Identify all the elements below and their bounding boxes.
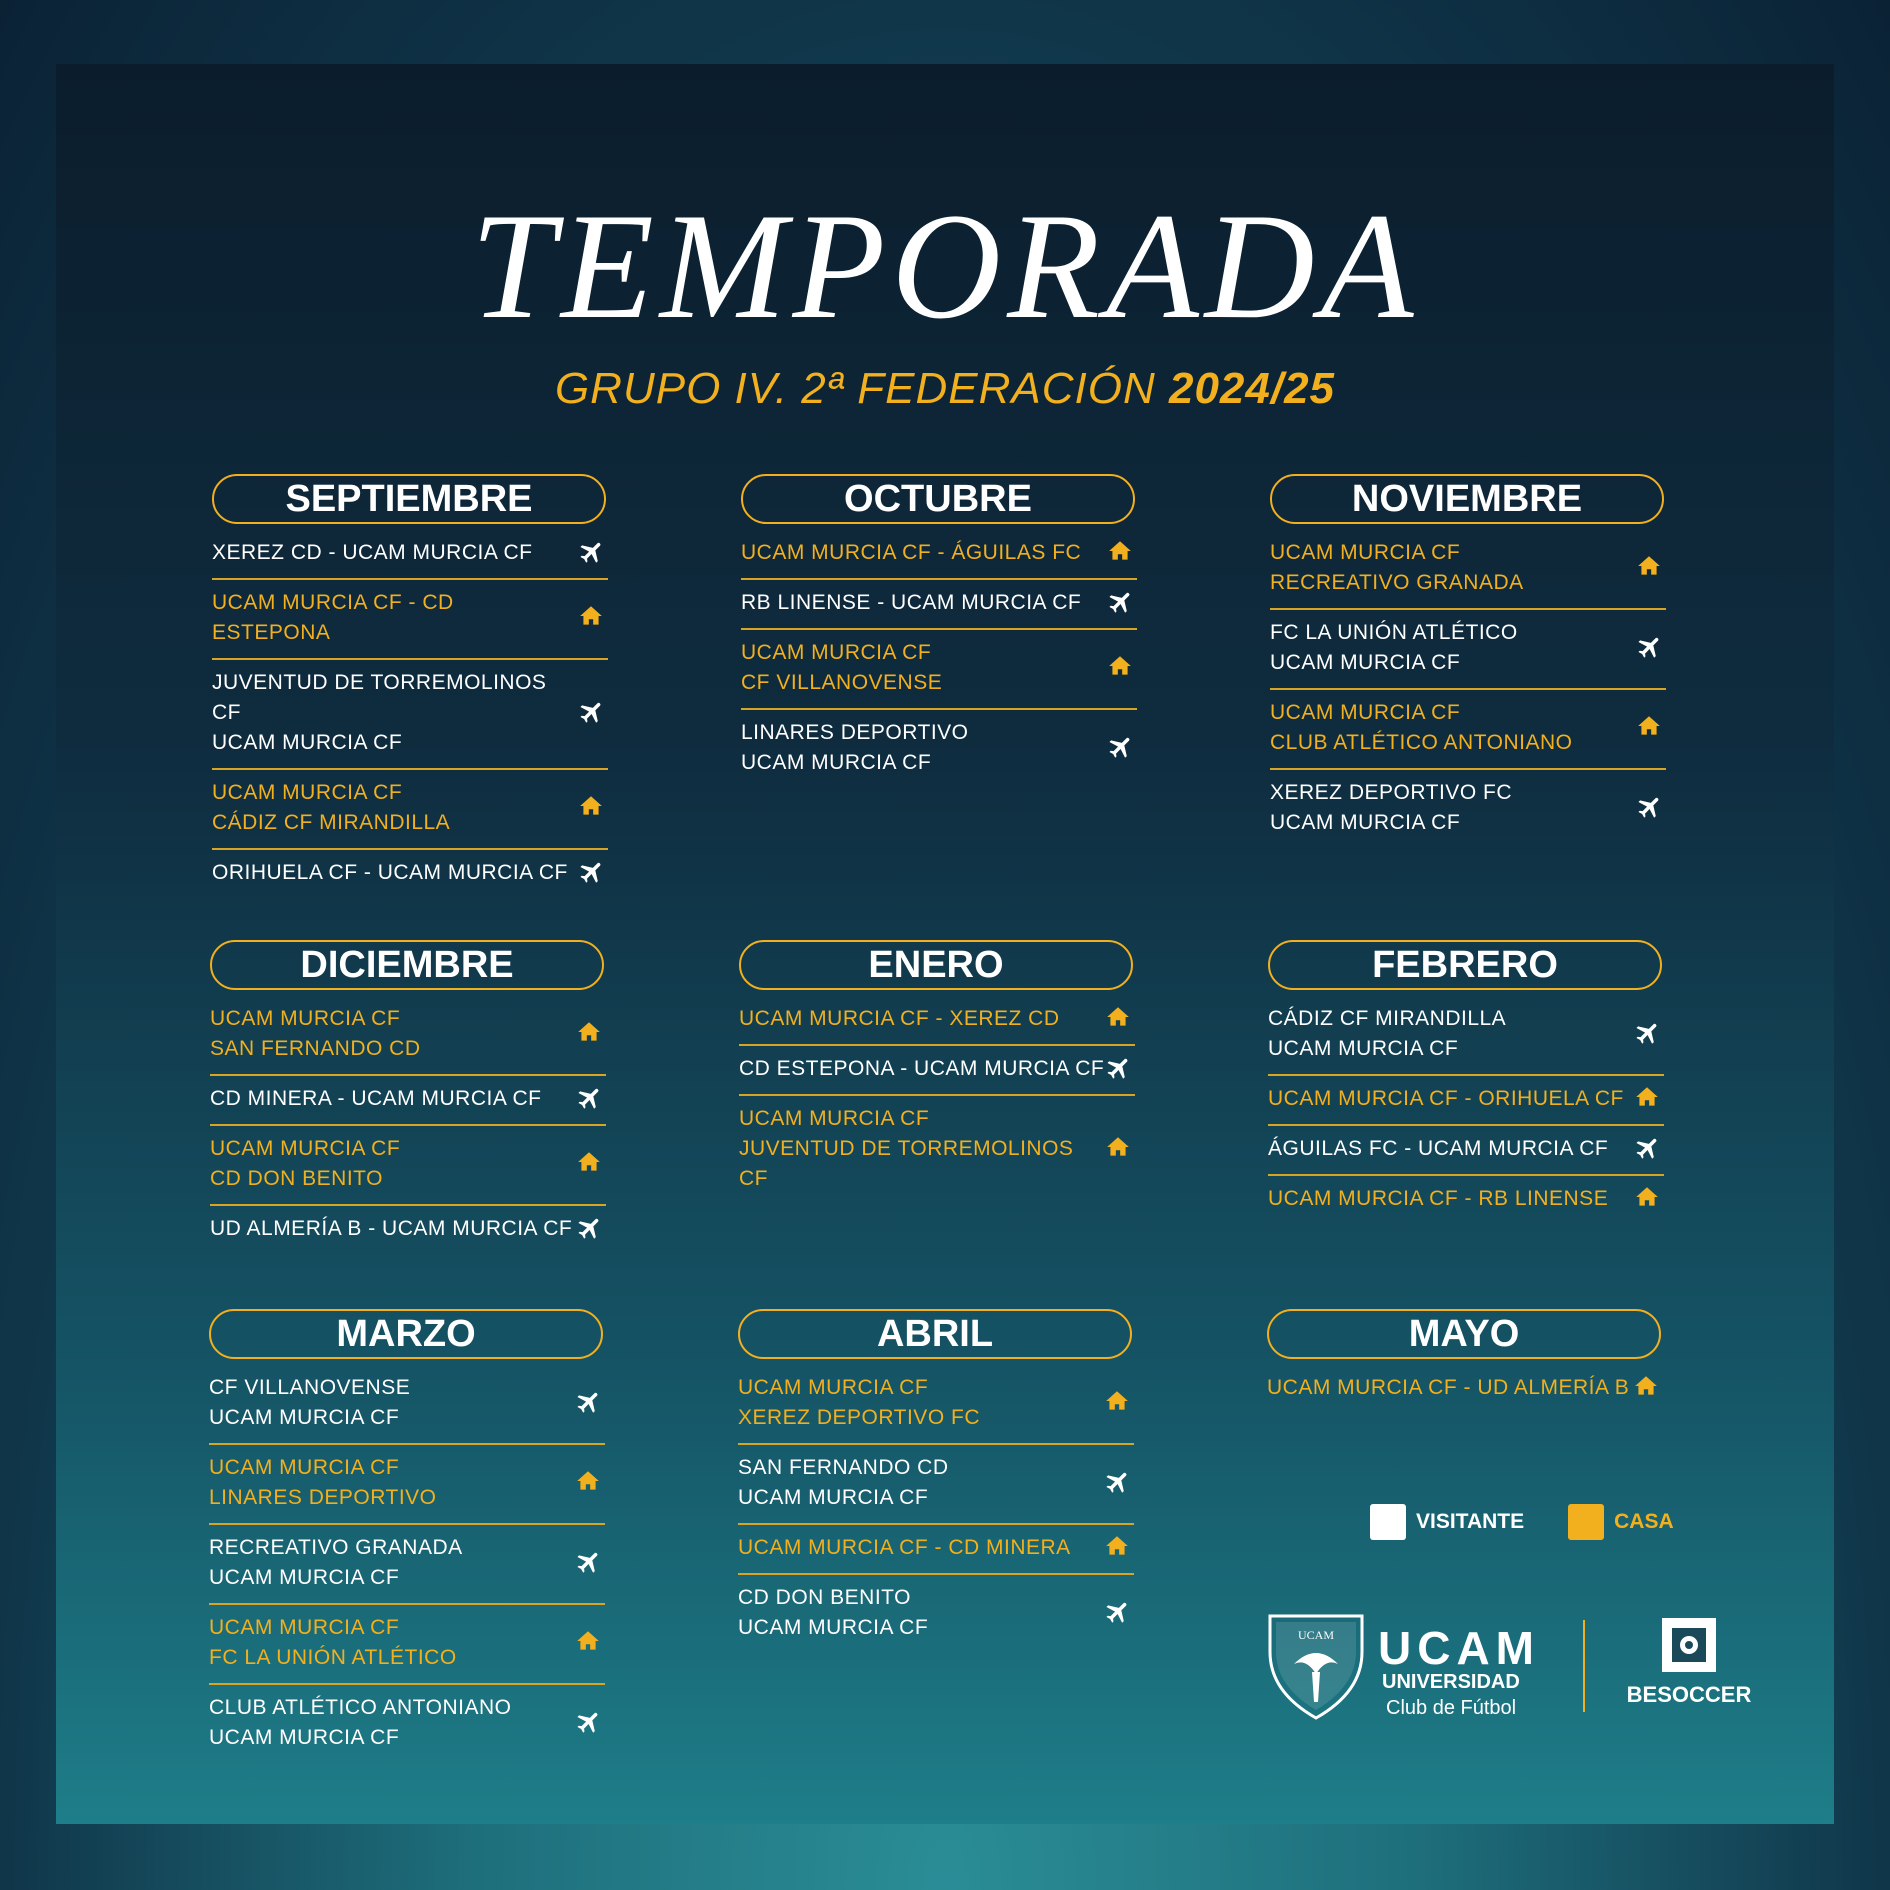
match-team-line: UCAM MURCIA CF — [209, 1406, 400, 1429]
match-text — [739, 1104, 1105, 1194]
match-team-line: ÁGUILAS FC - UCAM MURCIA CF — [1268, 1137, 1609, 1160]
month-block-diciembre — [210, 940, 610, 1254]
match-text — [741, 588, 1081, 618]
match-team-line: UCAM MURCIA CF — [739, 1107, 930, 1130]
match-team-line: UCAM MURCIA CF — [212, 781, 403, 804]
match-row — [209, 1445, 605, 1525]
match-row — [1270, 530, 1666, 610]
match-team-line: FC LA UNIÓN ATLÉTICO — [209, 1646, 457, 1669]
plane-icon — [1636, 793, 1666, 823]
month-block-mayo — [1267, 1309, 1667, 1413]
match-team-line: XEREZ CD - UCAM MURCIA CF — [212, 541, 533, 564]
match-team-line: JUVENTUD DE TORREMOLINOS CF — [212, 671, 547, 724]
home-icon — [1107, 538, 1137, 568]
home-icon — [578, 603, 608, 633]
match-team-line: SAN FERNANDO CD — [738, 1456, 949, 1479]
ucam-university-text: UNIVERSIDAD — [1382, 1671, 1520, 1693]
match-text — [1268, 1134, 1608, 1164]
match-row — [212, 580, 608, 660]
match-team-line: RECREATIVO GRANADA — [1270, 571, 1524, 594]
home-icon — [575, 1628, 605, 1658]
match-row — [1268, 1076, 1664, 1126]
match-row — [741, 580, 1137, 630]
month-block-noviembre — [1270, 474, 1670, 848]
match-row — [212, 850, 608, 898]
match-row — [1268, 1176, 1664, 1224]
plane-icon — [575, 1388, 605, 1418]
match-text — [212, 668, 578, 758]
match-team-line: CÁDIZ CF MIRANDILLA — [212, 811, 451, 834]
match-team-line: UCAM MURCIA CF — [738, 1376, 929, 1399]
match-row — [739, 1096, 1135, 1204]
home-icon — [1104, 1533, 1134, 1563]
poster-title: TEMPORADA — [470, 182, 1420, 350]
legend-away-label: VISITANTE — [1416, 1510, 1525, 1533]
match-row — [210, 1076, 606, 1126]
match-row — [209, 1365, 605, 1445]
plane-icon — [1104, 1598, 1134, 1628]
match-team-line: UCAM MURCIA CF - UD ALMERÍA B — [1267, 1376, 1630, 1399]
match-team-line: RB LINENSE - UCAM MURCIA CF — [741, 591, 1082, 614]
ucam-crest-text: UCAM — [1297, 1628, 1335, 1642]
match-text — [738, 1533, 1071, 1563]
match-row — [738, 1445, 1134, 1525]
match-team-line: CLUB ATLÉTICO ANTONIANO — [1270, 731, 1573, 754]
match-team-line: UCAM MURCIA CF — [212, 731, 403, 754]
match-team-line: JUVENTUD DE TORREMOLINOS CF — [739, 1137, 1074, 1190]
match-text — [1270, 538, 1524, 598]
match-team-line: SAN FERNANDO CD — [210, 1037, 421, 1060]
match-team-line: CD DON BENITO — [738, 1586, 911, 1609]
month-block-febrero — [1268, 940, 1668, 1224]
match-row — [209, 1685, 605, 1763]
home-icon — [1634, 1084, 1664, 1114]
match-team-line: CF VILLANOVENSE — [741, 671, 943, 694]
legend-home-label: CASA — [1614, 1510, 1674, 1533]
match-text — [209, 1373, 410, 1433]
match-team-line: UCAM MURCIA CF - XEREZ CD — [739, 1007, 1060, 1030]
match-row — [212, 660, 608, 770]
match-team-line: CF VILLANOVENSE — [209, 1376, 411, 1399]
match-row — [739, 996, 1135, 1046]
match-row — [738, 1365, 1134, 1445]
match-team-line: UCAM MURCIA CF - ORIHUELA CF — [1268, 1087, 1624, 1110]
plane-icon — [575, 1708, 605, 1738]
month-heading: OCTUBRE — [741, 474, 1135, 524]
legend — [1370, 1504, 1674, 1540]
month-heading: SEPTIEMBRE — [212, 474, 606, 524]
match-team-line: UCAM MURCIA CF — [738, 1616, 929, 1639]
match-row — [210, 996, 606, 1076]
plane-icon — [1107, 733, 1137, 763]
match-row — [1268, 996, 1664, 1076]
match-row — [212, 770, 608, 850]
match-text — [212, 858, 568, 888]
match-text — [212, 588, 578, 648]
home-icon — [575, 1468, 605, 1498]
match-text — [1268, 1004, 1506, 1064]
plane-icon — [1634, 1019, 1664, 1049]
match-text — [739, 1004, 1060, 1034]
match-team-line: UCAM MURCIA CF — [209, 1616, 400, 1639]
match-team-line: UCAM MURCIA CF — [1270, 651, 1461, 674]
match-text — [741, 718, 969, 778]
match-team-line: ORIHUELA CF - UCAM MURCIA CF — [212, 861, 568, 884]
match-team-line: UCAM MURCIA CF — [210, 1007, 401, 1030]
match-text — [212, 778, 450, 838]
match-team-line: CÁDIZ CF MIRANDILLA — [1268, 1007, 1507, 1030]
plane-icon — [1105, 1054, 1135, 1084]
besoccer-logo-icon — [1662, 1618, 1716, 1672]
match-team-line: CD MINERA - UCAM MURCIA CF — [210, 1087, 542, 1110]
match-row — [1270, 770, 1666, 848]
match-text — [1270, 618, 1518, 678]
match-row — [738, 1575, 1134, 1653]
plane-icon — [575, 1548, 605, 1578]
match-row — [741, 710, 1137, 788]
match-team-line: UCAM MURCIA CF — [209, 1726, 400, 1749]
home-icon — [1107, 653, 1137, 683]
match-text — [212, 538, 533, 568]
ucam-crest-icon — [1270, 1616, 1362, 1718]
match-text — [209, 1693, 511, 1753]
month-heading: FEBRERO — [1268, 940, 1662, 990]
match-text — [209, 1453, 437, 1513]
home-icon — [578, 793, 608, 823]
match-row — [1270, 610, 1666, 690]
plane-icon — [1104, 1468, 1134, 1498]
ucam-wordmark: UCAM — [1378, 1622, 1540, 1674]
subtitle-league: GRUPO IV. 2ª FEDERACIÓN — [554, 364, 1169, 413]
home-icon — [576, 1149, 606, 1179]
match-text — [739, 1054, 1104, 1084]
poster-subtitle — [0, 364, 1890, 414]
month-block-septiembre — [212, 474, 612, 898]
plane-icon — [1634, 1134, 1664, 1164]
plane-icon — [578, 538, 608, 568]
match-team-line: UCAM MURCIA CF — [209, 1456, 400, 1479]
match-text — [209, 1613, 457, 1673]
month-block-abril — [738, 1309, 1138, 1653]
home-icon — [1636, 713, 1666, 743]
plane-icon — [576, 1084, 606, 1114]
match-team-line: UCAM MURCIA CF — [209, 1566, 400, 1589]
home-icon — [1636, 553, 1666, 583]
subtitle-season: 2024/25 — [1168, 364, 1336, 413]
match-text — [1270, 698, 1572, 758]
home-icon — [576, 1019, 606, 1049]
match-text — [1267, 1373, 1629, 1403]
match-text — [741, 538, 1081, 568]
home-icon — [1633, 1373, 1663, 1403]
match-row — [1267, 1365, 1663, 1413]
match-row — [741, 630, 1137, 710]
match-text — [210, 1004, 421, 1064]
home-icon — [1104, 1388, 1134, 1418]
month-block-marzo — [209, 1309, 609, 1763]
month-heading: ENERO — [739, 940, 1133, 990]
match-text — [209, 1533, 463, 1593]
home-icon — [1105, 1004, 1135, 1034]
plane-icon — [578, 858, 608, 888]
match-team-line: UCAM MURCIA CF — [741, 751, 932, 774]
legend-home-swatch — [1568, 1504, 1604, 1540]
match-team-line: LINARES DEPORTIVO — [741, 721, 969, 744]
match-team-line: XEREZ DEPORTIVO FC — [1270, 781, 1512, 804]
match-text — [741, 638, 942, 698]
month-heading: MARZO — [209, 1309, 603, 1359]
month-heading: NOVIEMBRE — [1270, 474, 1664, 524]
match-team-line: XEREZ DEPORTIVO FC — [738, 1406, 980, 1429]
match-team-line: UCAM MURCIA CF — [210, 1137, 401, 1160]
match-team-line: UCAM MURCIA CF — [1270, 811, 1461, 834]
match-row — [210, 1126, 606, 1206]
match-text — [1270, 778, 1512, 838]
match-team-line: UCAM MURCIA CF — [738, 1486, 929, 1509]
match-text — [210, 1214, 572, 1244]
match-text — [1268, 1084, 1624, 1114]
match-team-line: UD ALMERÍA B - UCAM MURCIA CF — [210, 1217, 573, 1240]
match-team-line: UCAM MURCIA CF — [1270, 541, 1461, 564]
month-heading: ABRIL — [738, 1309, 1132, 1359]
match-row — [741, 530, 1137, 580]
legend-away-swatch — [1370, 1504, 1406, 1540]
match-text — [1268, 1184, 1608, 1214]
match-row — [1270, 690, 1666, 770]
match-team-line: CD DON BENITO — [210, 1167, 383, 1190]
month-heading: MAYO — [1267, 1309, 1661, 1359]
match-row — [738, 1525, 1134, 1575]
month-heading: DICIEMBRE — [210, 940, 604, 990]
match-team-line: UCAM MURCIA CF - RB LINENSE — [1268, 1187, 1609, 1210]
home-icon — [1634, 1184, 1664, 1214]
match-team-line: UCAM MURCIA CF - CD ESTEPONA — [212, 591, 454, 644]
match-text — [210, 1134, 400, 1194]
match-team-line: LINARES DEPORTIVO — [209, 1486, 437, 1509]
match-text — [210, 1084, 542, 1114]
month-block-enero — [739, 940, 1139, 1204]
match-team-line: CLUB ATLÉTICO ANTONIANO — [209, 1696, 512, 1719]
plane-icon — [578, 698, 608, 728]
match-team-line: UCAM MURCIA CF - ÁGUILAS FC — [741, 541, 1082, 564]
match-row — [209, 1525, 605, 1605]
match-row — [210, 1206, 606, 1254]
match-row — [1268, 1126, 1664, 1176]
match-text — [738, 1583, 928, 1643]
home-icon — [1105, 1134, 1135, 1164]
match-row — [739, 1046, 1135, 1096]
month-block-octubre — [741, 474, 1141, 788]
match-row — [209, 1605, 605, 1685]
match-text — [738, 1373, 980, 1433]
match-row — [212, 530, 608, 580]
ucam-club-text: Club de Fútbol — [1386, 1697, 1517, 1719]
match-team-line: FC LA UNIÓN ATLÉTICO — [1270, 621, 1518, 644]
plane-icon — [1636, 633, 1666, 663]
match-team-line: UCAM MURCIA CF — [741, 641, 932, 664]
match-text — [738, 1453, 949, 1513]
plane-icon — [1107, 588, 1137, 618]
match-team-line: UCAM MURCIA CF — [1270, 701, 1461, 724]
match-team-line: UCAM MURCIA CF - CD MINERA — [738, 1536, 1071, 1559]
besoccer-wordmark: BESOCCER — [1626, 1682, 1752, 1707]
sponsor-logos — [1266, 1612, 1766, 1722]
match-team-line: RECREATIVO GRANADA — [209, 1536, 463, 1559]
match-team-line: CD ESTEPONA - UCAM MURCIA CF — [739, 1057, 1105, 1080]
match-team-line: UCAM MURCIA CF — [1268, 1037, 1459, 1060]
plane-icon — [576, 1214, 606, 1244]
